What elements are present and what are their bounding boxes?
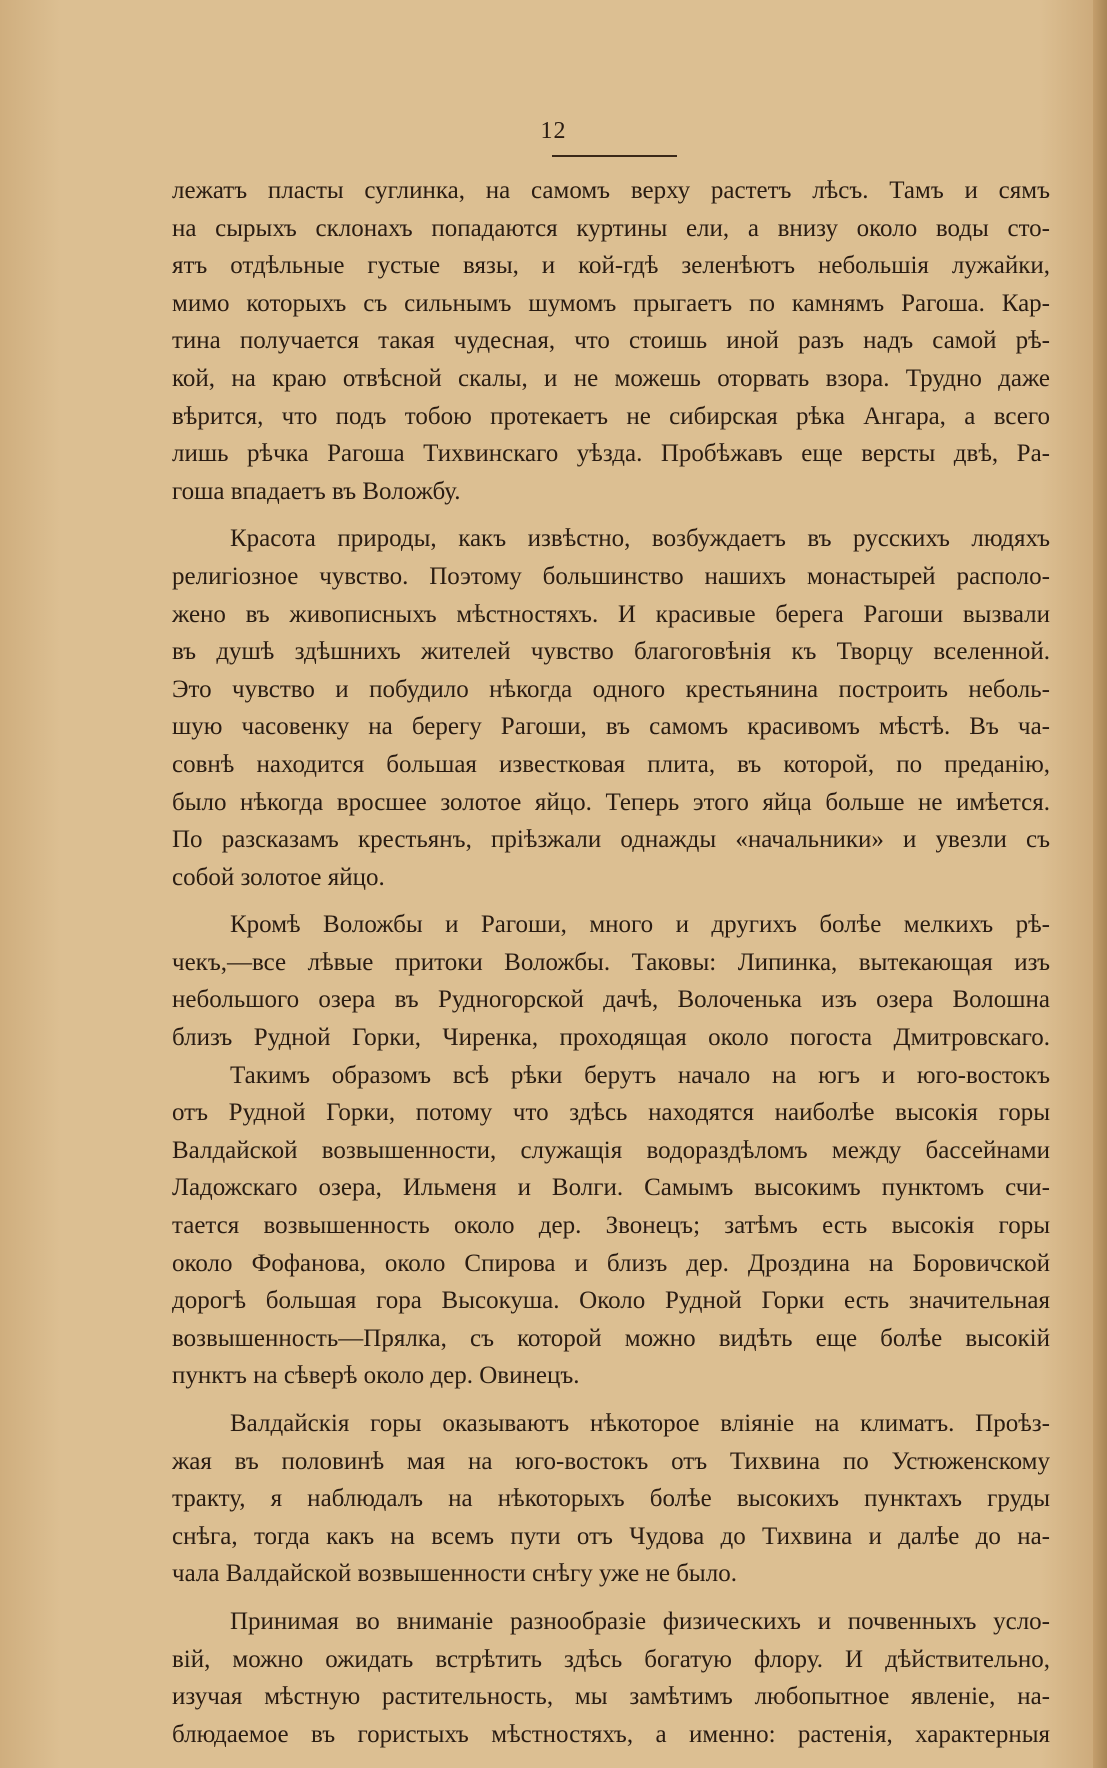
paragraph-5 [172,1405,1050,1593]
text-line: религіозное чувство. Поэтому большинство нашихъ монастырей располо- [172,562,1050,590]
text-line: Валдайскія горы оказываютъ нѣкоторое вліяніе на климатъ. Проѣз- [230,1410,1050,1437]
page-number-rule [552,155,677,157]
text-line: совнѣ находится большая известковая плита, въ которой, по преданію, [172,750,1050,778]
text-line: въ душѣ здѣшнихъ жителей чувство благоговѣнія къ Творцу вселенной. [172,638,1050,666]
text-line: Красота природы, какъ извѣстно, возбуждаетъ въ русскихъ людяхъ [230,525,1050,553]
text-line: мимо которыхъ съ сильнымъ шумомъ прыгаетъ по камнямъ Рагоша. Кар- [172,289,1050,317]
paragraph-1 [172,172,1050,510]
text-line: было нѣкогда вросшее золотое яйцо. Теперь этого яйца больше не имѣется. [172,788,1050,816]
text-line: Это чувство и побудило нѣкогда одного крестьянина построить неболь- [172,675,1050,703]
text-line: По разсказамъ крестьянъ, пріѣзжали однажды «начальники» и увезли съ [172,826,1050,854]
text-body [172,172,1050,1753]
text-line: блюдаемое въ гористыхъ мѣстностяхъ, а именно: растенія, характерныя [172,1720,1050,1748]
text-line: гоша впадаетъ въ Воложбу. [172,477,461,505]
paragraph-6 [172,1603,1050,1753]
text-line: дорогѣ большая гора Высокуша. Около Рудной Горки есть значительная [172,1287,1050,1315]
text-line: изучая мѣстную растительность, мы замѣтимъ любопытное явленіе, на- [172,1683,1050,1711]
text-line: Валдайской возвышенности, служащія водораздѣломъ между бассейнами [172,1136,1050,1164]
page-number: 12 [540,118,567,144]
text-line: ятъ отдѣльные густые вязы, и кой-гдѣ зеленѣютъ небольшія лужайки, [172,252,1050,280]
text-line: вій, можно ожидать встрѣтить здѣсь богатую флору. И дѣйствительно, [172,1645,1050,1673]
text-line: на сырыхъ склонахъ попадаются куртины ели, а внизу около воды сто- [172,214,1050,242]
page-edge [1093,0,1107,1768]
text-line: собой золотое яйцо. [172,863,385,891]
text-line: Такимъ образомъ всѣ рѣки берутъ начало на югъ и юго-востокъ [230,1061,1050,1089]
text-line: жено въ живописныхъ мѣстностяхъ. И красивые берега Рагоши вызвали [172,600,1050,628]
text-line: лежатъ пласты суглинка, на самомъ верху растетъ лѣсъ. Тамъ и сямъ [172,177,1050,204]
text-line: тина получается такая чудесная, что стоишь иной разъ надъ самой рѣ- [172,327,1050,355]
text-line: возвышенность—Прялка, съ которой можно видѣть еще болѣе высокій [172,1324,1050,1352]
text-line: отъ Рудной Горки, потому что здѣсь находятся наиболѣе высокія горы [172,1099,1050,1127]
text-line: тракту, я наблюдалъ на нѣкоторыхъ болѣе высокихъ пунктахъ груды [172,1485,1050,1513]
text-line: чекъ,—все лѣвые притоки Воложбы. Таковы: Липинка, вытекающая изъ [172,948,1050,976]
text-line: Кромѣ Воложбы и Рагоши, много и другихъ болѣе мелкихъ рѣ- [230,911,1050,939]
text-line: лишь рѣчка Рагоша Тихвинскаго уѣзда. Пробѣжавъ еще версты двѣ, Ра- [172,440,1050,468]
text-line: жая въ половинѣ мая на юго-востокъ отъ Тихвина по Устюженскому [172,1447,1050,1475]
text-line: шую часовенку на берегу Рагоши, въ самомъ красивомъ мѣстѣ. Въ ча- [172,713,1050,741]
text-line: близъ Рудной Горки, Чиренка, проходящая около погоста Дмитровскаго. [172,1024,1050,1052]
paragraph-3 [172,906,1050,1056]
text-line: около Фофанова, около Спирова и близъ дер. Дроздина на Боровичской [172,1249,1050,1277]
text-line: пунктъ на сѣверѣ около дер. Овинецъ. [172,1362,580,1390]
paragraph-2 [172,520,1050,896]
text-line: небольшого озера въ Рудногорской дачѣ, Волоченька изъ озера Волошна [172,986,1050,1014]
text-line: Принимая во вниманіе разнообразіе физическихъ и почвенныхъ усло- [230,1607,1050,1635]
text-line: снѣга, тогда какъ на всемъ пути отъ Чудова до Тихвина и далѣе до на- [172,1522,1050,1550]
text-line: чала Валдайской возвышенности снѣгу уже не было. [172,1560,737,1588]
text-line: вѣрится, что подъ тобою протекаетъ не сибирская рѣка Ангара, а всего [172,402,1050,430]
text-line: кой, на краю отвѣсной скалы, и не можешь оторвать взора. Трудно даже [172,364,1050,392]
text-line: Ладожскаго озера, Ильменя и Волги. Самымъ высокимъ пунктомъ счи- [172,1174,1050,1202]
paragraph-4 [172,1057,1050,1395]
text-line: тается возвышенность около дер. Звонецъ; затѣмъ есть высокія горы [172,1212,1050,1240]
